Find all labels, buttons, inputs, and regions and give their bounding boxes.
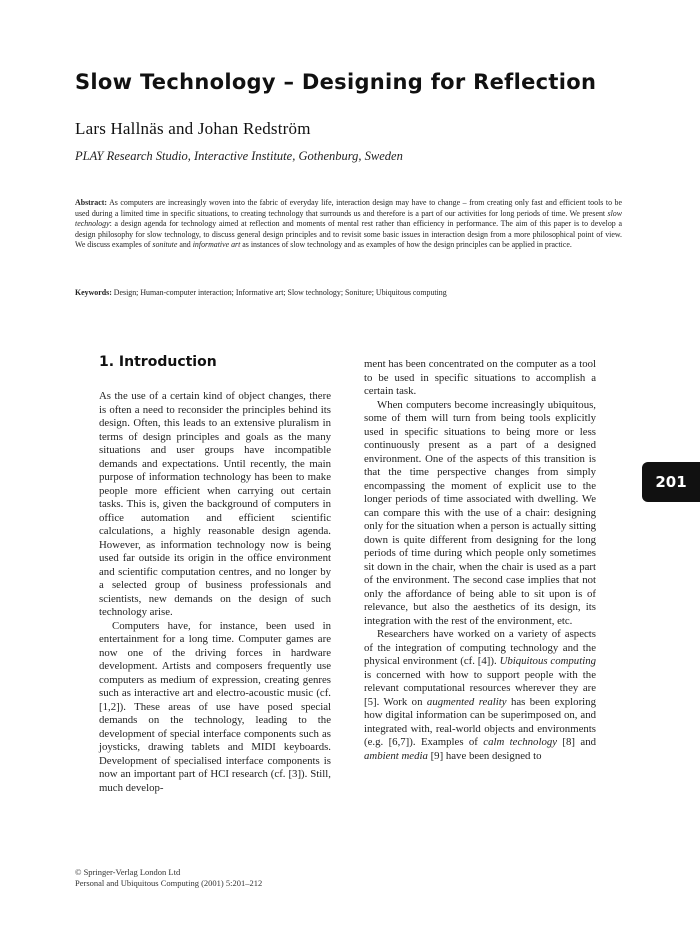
paragraph-text: [9] have been designed to xyxy=(427,749,542,762)
journal-citation: Personal and Ubiquitous Computing (2001) 5:201–212 xyxy=(75,878,263,888)
abstract xyxy=(75,198,622,251)
paragraph: When computers become increasingly ubiquitous, some of them will turn from being tools explicitly used in specific situations to being more or less continuously present as a part of a designed environment. One of the aspects of this transition is that the time perspective changes from simply encompassing the moment of explicit use to the longer periods of time associated with dwelling. We can compare this with the use of a chair: designing only for the situation when a person is actually sitting down is quite different from designing for the long periods of time during which people only sometimes sit down in the chair, when the chair is used as a part of the environment. The second case implies that not only the affordance of being able to sit upon is of relevance, but also the aesthetics of its design, its integration with the rest of the environment, etc. xyxy=(364,398,596,627)
section-heading: 1. Introduction xyxy=(99,354,217,370)
paragraph xyxy=(364,628,596,763)
term-emphasis: calm technology xyxy=(483,736,558,748)
copyright-notice: © Springer-Verlag London Ltd xyxy=(75,867,181,877)
abstract-text: As computers are increasingly woven into the fabric of everyday life, interaction design may have to change – from creating only fast and efficient tools to be used during a limited time in specific situations, to creating technology that surrounds us and therefore is a part of our activities for long periods of time. We present xyxy=(75,198,622,218)
abstract-emphasis: slow technology xyxy=(75,208,622,228)
abstract-emphasis: sonitute xyxy=(152,240,178,249)
abstract-label: Abstract: xyxy=(75,198,107,207)
page-number: 201 xyxy=(655,473,687,491)
abstract-text: : a design agenda for technology aimed at reflection and moments of mental rest rather than efficiency in performance. The aim of this paper is to develop a design philosophy for slow technology, to discuss general design principles and to revisit some basic issues in interaction design from a more philosophical point of view. We discuss examples of xyxy=(75,219,622,249)
term-emphasis: ambient media xyxy=(364,749,428,762)
footer xyxy=(75,867,262,889)
abstract-emphasis: informative art xyxy=(192,240,241,249)
abstract-text: and xyxy=(177,240,193,249)
keywords-text: Design; Human-computer interaction; Informative art; Slow technology; Soniture; Ubiquitous computing xyxy=(111,288,447,297)
paragraph-text: is concerned with how to support people with the relevant computational resources wherever they are [5]. Work on xyxy=(364,668,596,708)
keywords-label: Keywords: xyxy=(75,288,112,297)
author-list: Lars Hallnäs and Johan Redström xyxy=(75,119,311,138)
affiliation: PLAY Research Studio, Interactive Institute, Gothenburg, Sweden xyxy=(75,149,403,163)
paragraph-text: Researchers have worked on a variety of aspects of the integration of computing technology and the physical environment (cf. [4]). xyxy=(364,628,596,667)
paragraph: As the use of a certain kind of object changes, there is often a need to reconsider the principles behind its design. Often, this leads to an extensive pluralism in terms of design principles and goals as the many situations and user groups have incompatible demands and expectations. Until recently, the main purpose of information technology has been to make people more efficient when carrying out certain tasks. This is, given the background of computers in office automation and efficient scientific calculations, a highly reasonable design agenda. However, as information technology now is being used far outside its origin in the office environment and scientific computation centres, and no longer by a selected group of business professionals and scientists, new demands on the design of such technology arise. xyxy=(99,390,331,618)
paragraph: ment has been concentrated on the computer as a tool to be used in specific situations to accomplish a certain task. xyxy=(364,358,596,397)
paper-title: Slow Technology – Designing for Reflection xyxy=(75,70,597,94)
paragraph-text: [8] and xyxy=(557,736,596,748)
term-emphasis: augmented reality xyxy=(426,695,507,708)
paragraph: Computers have, for instance, been used in entertainment for a long time. Computer games are now one of the driving forces in hardware development. Artists and composers frequently use computers as medium of expression, creating genres such as interactive art and electro-acoustic music (cf. [1,2]). These areas of use have posed special demands on the technology, leading to the development of special interface components such as joysticks, drawing tablets and MIDI keyboards. Development of specialised interface components is now an important part of HCI research (cf. [3]). Still, much develop- xyxy=(99,619,331,794)
page-number-tab xyxy=(642,462,700,502)
abstract-text: as instances of slow technology and as examples of how the design principles can be applied in practice. xyxy=(240,240,572,249)
body-column-left xyxy=(99,390,331,795)
term-emphasis: Ubiquitous computing xyxy=(499,655,596,667)
keywords xyxy=(75,288,635,299)
body-column-right xyxy=(364,358,596,763)
paragraph-text: has been exploring how digital information can be superimposed on, and integrated with, real-world objects and environments (e.g. [6,7]). Examples of xyxy=(364,695,596,748)
